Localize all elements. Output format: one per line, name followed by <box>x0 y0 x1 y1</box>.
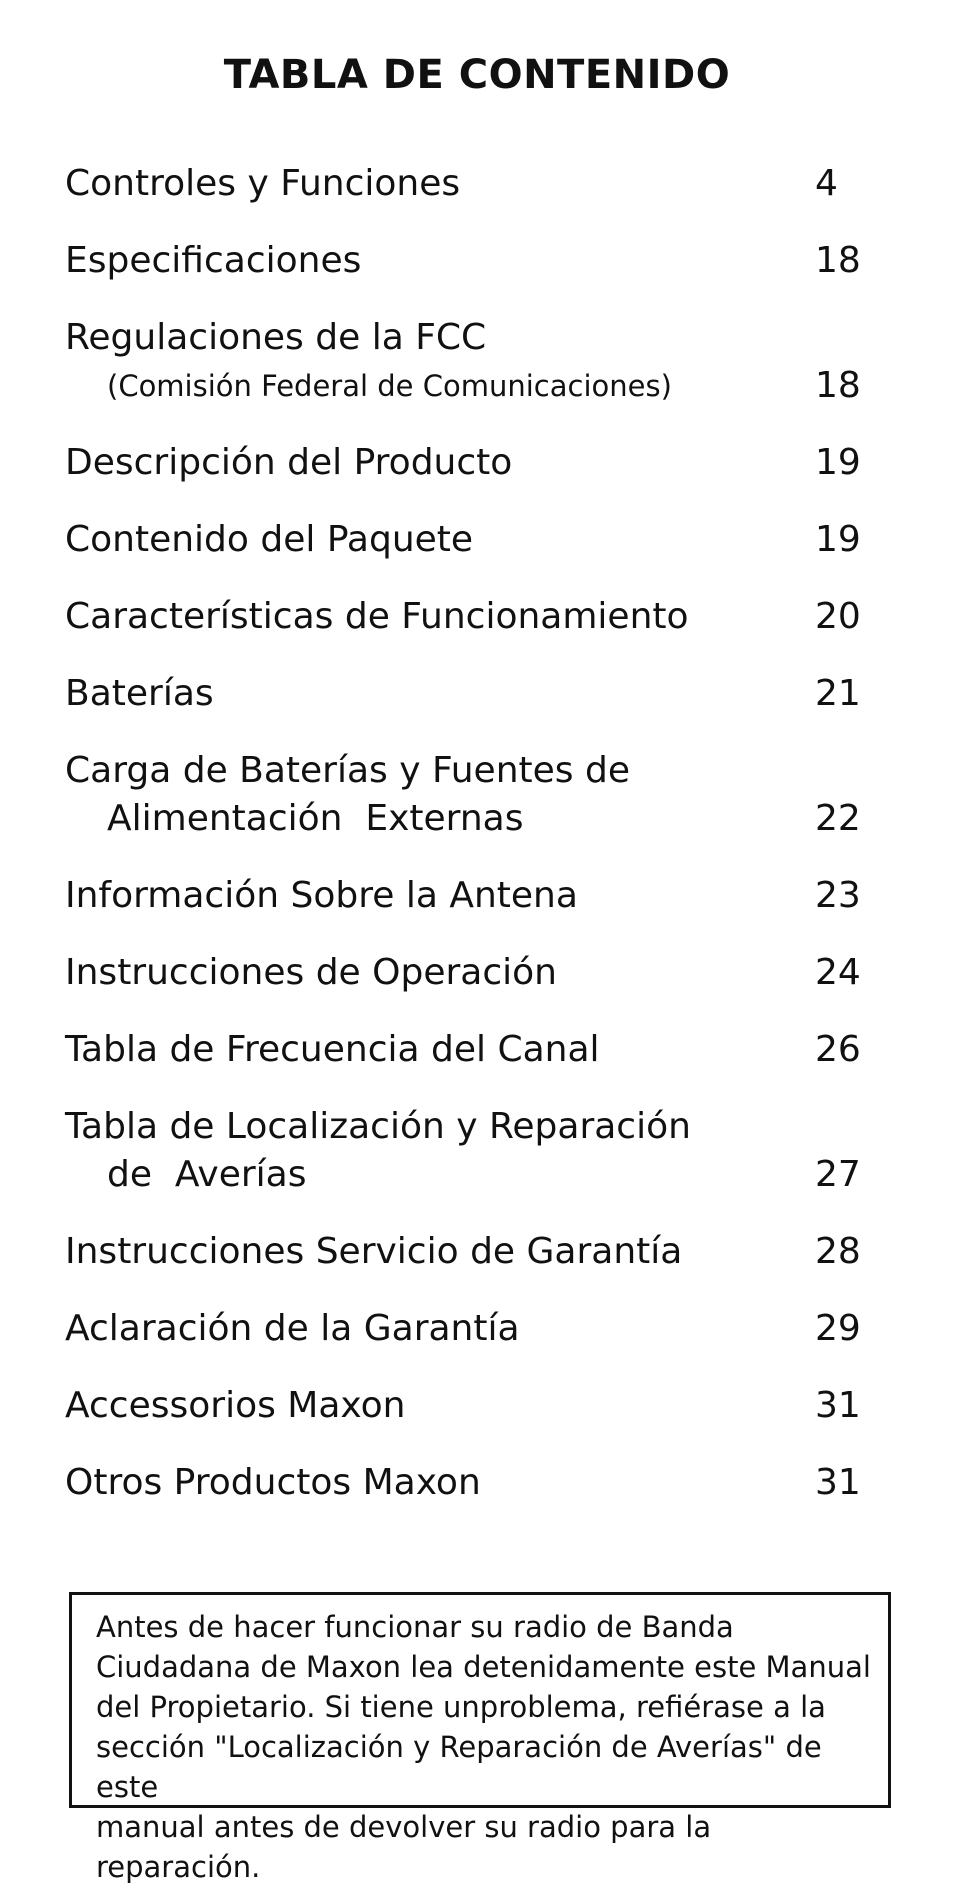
toc-page-number: 4 <box>815 163 838 204</box>
toc-entry <box>65 949 875 997</box>
toc-entry-subtitle: (Comisión Federal de Comunicaciones) <box>107 369 672 403</box>
toc-entry <box>65 670 875 718</box>
toc-page-number: 19 <box>815 519 861 560</box>
toc-entry <box>65 593 875 641</box>
toc-entry-title: Tabla de Localización y Reparación <box>65 1106 691 1147</box>
toc-entry-title: Controles y Funciones <box>65 163 461 204</box>
toc-entry <box>65 439 875 487</box>
toc-entry <box>65 1459 875 1507</box>
toc-page-number: 27 <box>815 1154 861 1195</box>
table-of-contents <box>65 160 875 1536</box>
toc-entry-title: Características de Funcionamiento <box>65 596 689 637</box>
page-title: TABLA DE CONTENIDO <box>223 52 731 98</box>
toc-entry-title: Instrucciones Servicio de Garantía <box>65 1231 683 1272</box>
toc-page-number: 22 <box>815 798 861 839</box>
toc-entry-title: Especificaciones <box>65 240 362 281</box>
toc-entry <box>65 1305 875 1353</box>
notice-line: manual antes de devolver su radio para la reparación. <box>96 1810 712 1884</box>
toc-page-number: 18 <box>815 240 861 281</box>
toc-entry-title: Accessorios Maxon <box>65 1385 406 1426</box>
toc-entry-continuation: Alimentación Externas <box>107 798 524 839</box>
toc-page-number: 31 <box>815 1462 861 1503</box>
toc-entry <box>65 872 875 920</box>
toc-entry <box>65 314 875 410</box>
toc-entry-title: Otros Productos Maxon <box>65 1462 481 1503</box>
toc-entry-title: Regulaciones de la FCC <box>65 317 487 358</box>
toc-entry-title: Carga de Baterías y Fuentes de <box>65 750 630 791</box>
toc-entry-title: Aclaración de la Garantía <box>65 1308 520 1349</box>
notice-box <box>69 1592 891 1884</box>
notice-line: Antes de hacer funcionar su radio de Banda <box>96 1610 734 1644</box>
notice-line: Ciudadana de Maxon lea detenidamente este Manual <box>96 1650 871 1684</box>
toc-entry-title: Baterías <box>65 673 214 714</box>
toc-page-number: 29 <box>815 1308 861 1349</box>
toc-entry-title: Instrucciones de Operación <box>65 952 557 993</box>
toc-page-number: 21 <box>815 673 861 714</box>
toc-page-number: 31 <box>815 1385 861 1426</box>
toc-entry <box>65 516 875 564</box>
toc-entry-title: Contenido del Paquete <box>65 519 474 560</box>
toc-entry <box>65 747 875 843</box>
toc-entry <box>65 1228 875 1276</box>
toc-page-number: 19 <box>815 442 861 483</box>
notice-line: del Propietario. Si tiene unproblema, refiérase a la <box>96 1690 826 1724</box>
toc-page-number: 23 <box>815 875 861 916</box>
toc-page-number: 18 <box>815 365 861 406</box>
toc-page-number: 20 <box>815 596 861 637</box>
toc-entry <box>65 1382 875 1430</box>
toc-entry-title: Descripción del Producto <box>65 442 513 483</box>
toc-page-number: 24 <box>815 952 861 993</box>
toc-entry-title: Información Sobre la Antena <box>65 875 578 916</box>
toc-entry-continuation: de Averías <box>107 1154 307 1195</box>
toc-entry-title: Tabla de Frecuencia del Canal <box>65 1029 600 1070</box>
toc-entry <box>65 1026 875 1074</box>
toc-entry <box>65 237 875 285</box>
toc-entry <box>65 160 875 208</box>
notice-line: sección "Localización y Reparación de Averías" de este <box>96 1730 822 1804</box>
toc-page-number: 28 <box>815 1231 861 1272</box>
toc-entry <box>65 1103 875 1199</box>
toc-page-number: 26 <box>815 1029 861 1070</box>
